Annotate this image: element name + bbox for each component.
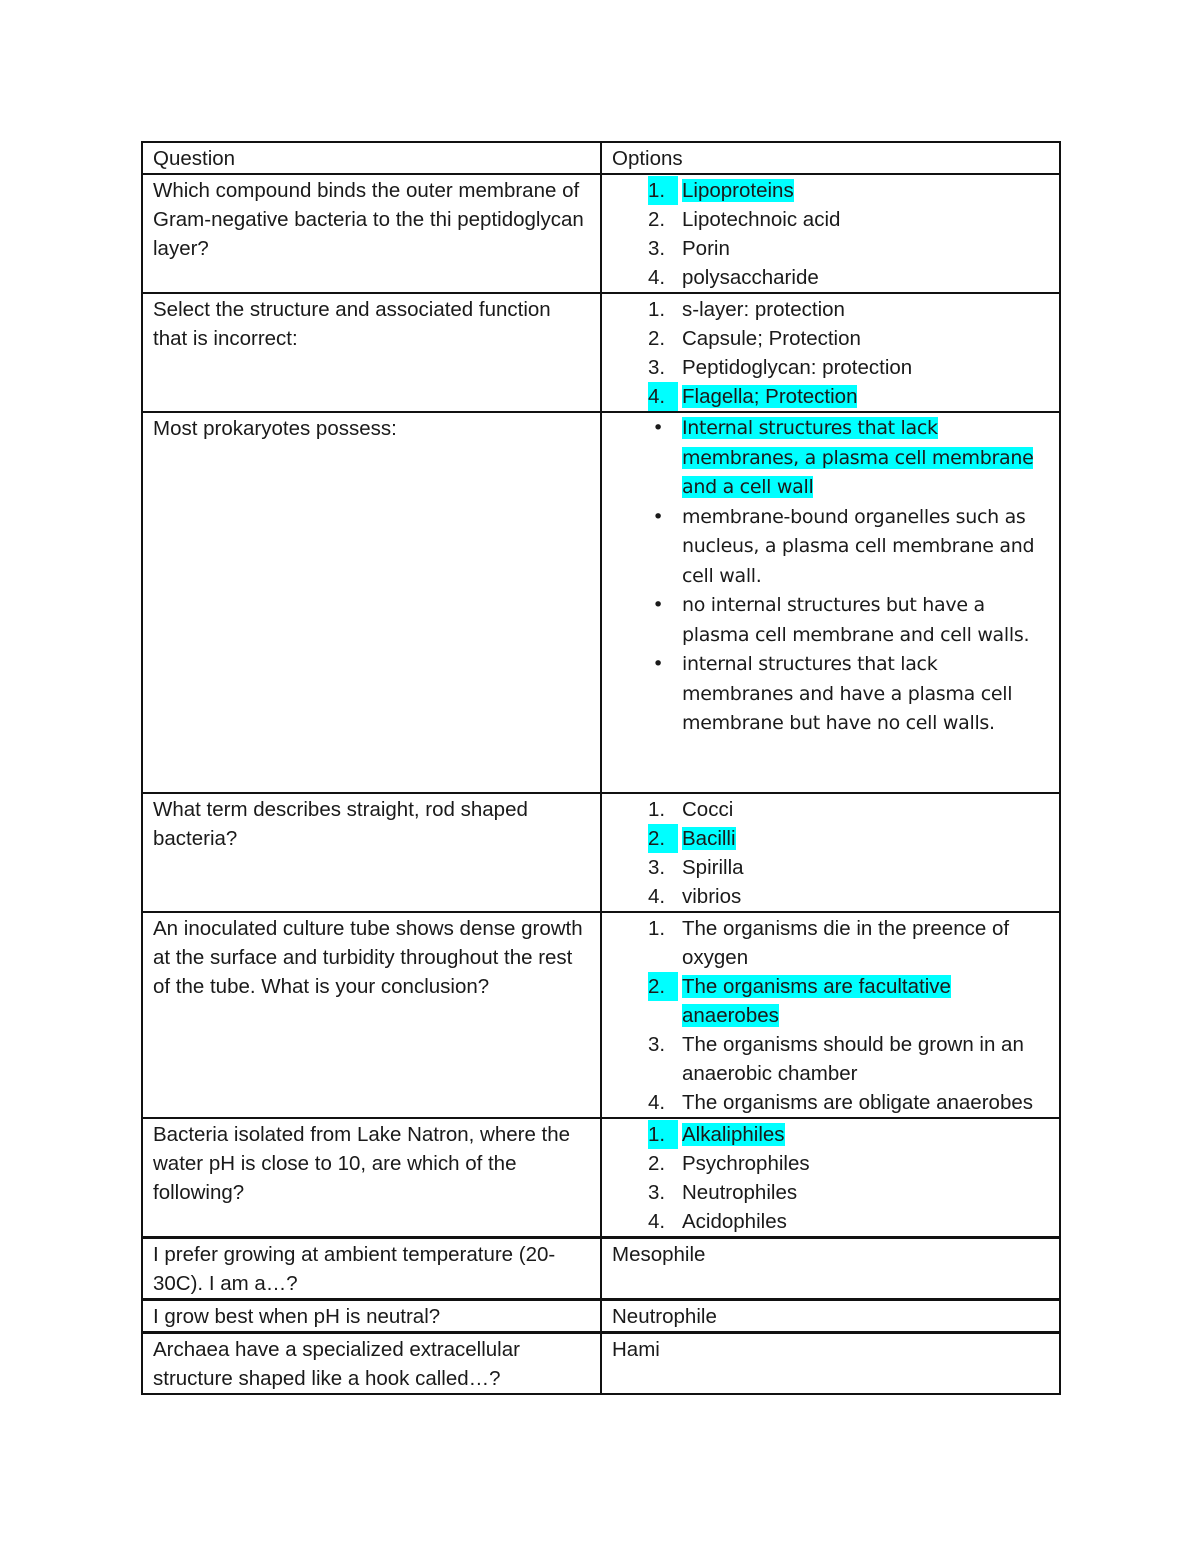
option-number: 3. bbox=[648, 856, 666, 879]
option-number: 3. bbox=[648, 1181, 666, 1204]
option-text: Lipoproteins bbox=[682, 179, 794, 202]
option-item bbox=[612, 1030, 1049, 1088]
option-number: 2. bbox=[648, 824, 678, 853]
options-list bbox=[612, 914, 1049, 1117]
option-text: Peptidoglycan: protection bbox=[682, 356, 913, 379]
option-item bbox=[612, 853, 1049, 882]
option-text: polysaccharide bbox=[682, 266, 819, 289]
question-cell: Bacteria isolated from Lake Natron, where the water pH is close to 10, are which of the following? bbox=[142, 1118, 601, 1238]
table-row bbox=[142, 1118, 1060, 1238]
option-item bbox=[612, 382, 1049, 411]
option-item bbox=[612, 1088, 1049, 1117]
option-item bbox=[612, 414, 1049, 503]
option-item bbox=[612, 324, 1049, 353]
question-header: Question bbox=[142, 142, 601, 174]
options-list bbox=[612, 295, 1049, 411]
option-number: 2. bbox=[648, 1152, 666, 1175]
question-cell: I grow best when pH is neutral? bbox=[142, 1300, 601, 1333]
options-list bbox=[612, 176, 1049, 292]
option-text: Bacilli bbox=[682, 827, 736, 850]
option-item bbox=[612, 1120, 1049, 1149]
bullet-icon: • bbox=[652, 594, 664, 616]
option-text: Neutrophiles bbox=[682, 1181, 798, 1204]
option-number: 1. bbox=[648, 917, 666, 940]
option-number: 4. bbox=[648, 885, 666, 908]
option-item bbox=[612, 795, 1049, 824]
option-text: The organisms die in the preence of oxygen bbox=[682, 917, 1010, 969]
question-cell: Archaea have a specialized extracellular structure shaped like a hook called…? bbox=[142, 1333, 601, 1395]
question-cell: What term describes straight, rod shaped bacteria? bbox=[142, 793, 601, 912]
option-item bbox=[612, 1149, 1049, 1178]
option-number: 1. bbox=[648, 298, 666, 321]
option-text: no internal structures but have a plasma cell membrane and cell walls. bbox=[682, 594, 1030, 646]
option-item bbox=[612, 591, 1049, 650]
table-row bbox=[142, 793, 1060, 912]
answer-cell: Hami bbox=[601, 1333, 1060, 1395]
option-item bbox=[612, 1178, 1049, 1207]
options-cell bbox=[601, 1118, 1060, 1238]
option-text: Internal structures that lack membranes, a plasma cell membrane and a cell wall bbox=[682, 417, 1034, 498]
question-cell: An inoculated culture tube shows dense growth at the surface and turbidity throughout the rest of the tube. What is your conclusion? bbox=[142, 912, 601, 1118]
option-item bbox=[612, 824, 1049, 853]
option-item bbox=[612, 176, 1049, 205]
question-cell: Which compound binds the outer membrane of Gram-negative bacteria to the thi peptidoglycan layer? bbox=[142, 174, 601, 293]
answer-cell: Neutrophile bbox=[601, 1300, 1060, 1333]
option-item bbox=[612, 882, 1049, 911]
option-text: Porin bbox=[682, 237, 730, 260]
option-item bbox=[612, 234, 1049, 263]
options-list bbox=[612, 795, 1049, 911]
bullet-icon: • bbox=[652, 653, 664, 675]
option-item bbox=[612, 914, 1049, 972]
options-wrapper bbox=[612, 414, 1049, 792]
table-row bbox=[142, 174, 1060, 293]
table-row bbox=[142, 1300, 1060, 1333]
option-number: 4. bbox=[648, 266, 666, 289]
options-cell bbox=[601, 174, 1060, 293]
table-row bbox=[142, 1238, 1060, 1300]
option-item bbox=[612, 1207, 1049, 1236]
option-text: vibrios bbox=[682, 885, 742, 908]
option-number: 1. bbox=[648, 1120, 678, 1149]
options-list bbox=[612, 1120, 1049, 1236]
option-text: membrane-bound organelles such as nucleus, a plasma cell membrane and cell wall. bbox=[682, 505, 1035, 587]
option-text: Psychrophiles bbox=[682, 1152, 810, 1175]
options-cell bbox=[601, 912, 1060, 1118]
options-header: Options bbox=[601, 142, 1060, 174]
option-number: 1. bbox=[648, 798, 666, 821]
option-item bbox=[612, 205, 1049, 234]
answer-cell: Mesophile bbox=[601, 1238, 1060, 1300]
option-number: 2. bbox=[648, 327, 666, 350]
question-cell: Most prokaryotes possess: bbox=[142, 412, 601, 793]
table-row bbox=[142, 412, 1060, 793]
option-number: 2. bbox=[648, 208, 666, 231]
options-cell bbox=[601, 412, 1060, 793]
option-text: Cocci bbox=[682, 798, 734, 821]
option-number: 3. bbox=[648, 356, 666, 379]
options-cell bbox=[601, 293, 1060, 412]
option-text: Alkaliphiles bbox=[682, 1123, 785, 1146]
question-cell: Select the structure and associated function that is incorrect: bbox=[142, 293, 601, 412]
option-text: The organisms are obligate anaerobes bbox=[682, 1091, 1033, 1114]
option-text: Acidophiles bbox=[682, 1210, 787, 1233]
table-row bbox=[142, 912, 1060, 1118]
option-item bbox=[612, 972, 1049, 1030]
options-list bbox=[612, 414, 1049, 739]
option-item bbox=[612, 650, 1049, 739]
options-cell bbox=[601, 793, 1060, 912]
option-item bbox=[612, 353, 1049, 382]
option-number: 3. bbox=[648, 237, 666, 260]
option-number: 2. bbox=[648, 972, 678, 1001]
option-text: Flagella; Protection bbox=[682, 385, 858, 408]
question-cell: I prefer growing at ambient temperature (20-30C). I am a…? bbox=[142, 1238, 601, 1300]
option-number: 3. bbox=[648, 1033, 666, 1056]
option-number: 4. bbox=[648, 382, 678, 411]
header-row bbox=[142, 142, 1060, 174]
option-item bbox=[612, 295, 1049, 324]
option-item bbox=[612, 503, 1049, 592]
option-text: The organisms should be grown in an anaerobic chamber bbox=[682, 1033, 1024, 1085]
option-text: Spirilla bbox=[682, 856, 744, 879]
option-text: The organisms are facultative anaerobes bbox=[682, 975, 951, 1027]
option-number: 1. bbox=[648, 176, 678, 205]
table-row bbox=[142, 293, 1060, 412]
option-text: Capsule; Protection bbox=[682, 327, 861, 350]
bullet-icon: • bbox=[652, 505, 664, 528]
option-text: Lipotechnoic acid bbox=[682, 208, 841, 231]
option-text: s-layer: protection bbox=[682, 298, 845, 321]
option-item bbox=[612, 263, 1049, 292]
bullet-icon: • bbox=[652, 417, 664, 439]
option-number: 4. bbox=[648, 1091, 666, 1114]
table-row bbox=[142, 1333, 1060, 1395]
quiz-table bbox=[141, 141, 1061, 1395]
option-text: internal structures that lack membranes and have a plasma cell membrane but have no cell walls. bbox=[682, 653, 1013, 734]
option-number: 4. bbox=[648, 1210, 666, 1233]
